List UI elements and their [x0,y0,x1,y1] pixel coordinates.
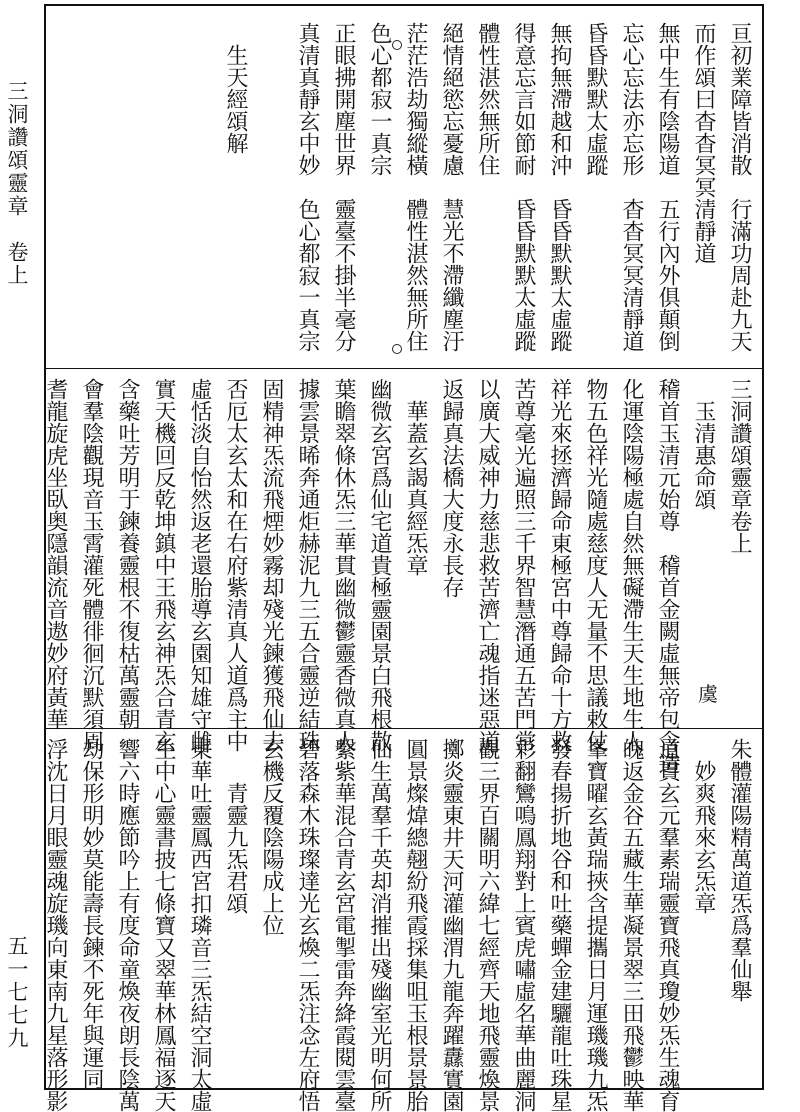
text-column: 體性湛然無所住 [475,22,500,176]
text-column: 幽微玄宮爲仙宅道貴極靈園景白飛根散 [367,378,392,752]
text-column: 而作頌曰杳杳冥冥清靜道 [691,22,716,264]
text-column: 返歸真法橋大度永長存 [439,378,464,598]
text-column: 華蓋玄謁真經炁章 [403,400,428,576]
divider-top [44,368,764,369]
text-column: 青靈九炁君頌 [223,782,248,914]
text-column: 稽首玉清元始尊 稽首金闕虛無帝包含造 [655,378,680,774]
text-column: 三洞讚頌靈章卷上 [727,378,752,554]
text-column: 碧落森木珠璨達光玄煥二炁注念左府悟 [295,738,320,1112]
panel-bottom [43,738,762,1112]
text-column: 妙爽飛來玄炁章 [691,760,716,914]
column-group-middle [43,378,754,774]
text-column: 玄機反覆陰陽成上位 [259,738,284,936]
text-column: 繫紫華混合青玄宮電掣雷奔絳霞閱雲臺 [331,738,356,1112]
text-column: 苦尊毫光遍照三千界智慧潛通五苦門常 [511,378,536,752]
column-group-top [46,22,754,362]
text-column: 固精神炁流飛煙妙霧却殘光鍊獲飛仙去 [259,378,284,752]
circle-mark [392,344,402,354]
text-column: 生中心靈書披七條寶又翠華林鳳福逐天 [151,738,176,1112]
text-column: 無拘無滯越和沖 昏昏默默太虛蹤 [547,22,572,352]
text-column: 亘初業障皆消散 行滿功周赴九天 [727,22,752,352]
text-column: 會羣陰觀現音玉霄灌死體徘徊沉默須周 [79,378,104,752]
panel-top [46,22,762,362]
text-column: 祥光來拯濟歸命東極宮中尊歸命十方救 [547,378,572,752]
text-column: 以廣大威神力慈悲救苦濟亡魂指迷惡道 [475,378,500,752]
text-column: 物五色祥光隨處慈度人无量不思議敕仗 [583,378,608,752]
text-column: 昏昏默默太虛蹤 [583,22,608,176]
text-column: 茫茫浩劫獨縱橫 體性湛然無所住 [403,22,428,352]
chapter-tag: 虞 [698,682,718,706]
text-column: 得意忘言如節耐 昏昏默默太虛蹤 [511,22,536,352]
panel-middle [43,378,762,774]
text-column: 東華吐靈鳳西宮扣璘音三炁結空洞太虛 [187,738,212,1112]
text-column: 虛恬淡自怡然返老還胎導玄園知雄守雌 [187,378,212,752]
text-column: 色心都寂一真宗 [367,22,392,176]
text-column: 劫保形明妙莫能壽長鍊不死年與運同 [79,738,104,1090]
text-column: 生天經頌解 [223,44,248,154]
circle-mark [392,40,402,50]
text-column: 忘心忘法亦忘形 杳杳冥冥清靜道 [619,22,644,352]
text-column: 彩翻鸞鳴鳳翔對上賓虎嘯虛名華曲麗洞 [511,738,536,1112]
text-column [256,22,286,362]
text-column: 無中生有陰陽道 五行內外俱顛倒 [655,22,680,352]
text-column: 響六時應節吟上有度命童煥夜朗長陰萬 [115,738,140,1112]
text-column: 道貫玄元羣素瑞靈寶飛真瓊妙炁生魂育 [655,738,680,1112]
margin-page-number: 五一七七九 [5,935,29,1050]
text-column: 耆龍旋虎坐臥奥隱韻流音遨妙府黃華 [43,378,68,730]
text-column: 發春揚折地谷和吐藥蟬金建驪龍吐珠星 [547,738,572,1112]
text-column: 據雲景晞奔通炬赫泥九三五合靈逆結珠 [295,378,320,752]
text-column: 仙生萬羣千英却消摧出殘幽室光明何所 [367,738,392,1112]
text-column: 真清真靜玄中妙 色心都寂一真宗 [295,22,320,352]
text-column: 觀三界百關明六緯七經齊天地飛靈煥景 [475,738,500,1112]
text-column: 浮沈日月眼靈魂旋璣向東南九星落形影 [43,738,68,1112]
text-column: 朱體灌陽精萬道炁爲羣仙舉 [727,738,752,1002]
text-column: 絕情絕慾忘憂慮 慧光不滯纖塵汙 [439,22,464,352]
text-column: 峯寶曜玄黃瑞挾含提攜日月運璣璣九炁 [583,738,608,1112]
text-column: 化運陰陽極處自然無礙滯生天生地生人 [619,378,644,752]
text-column: 圓景燦煒總翹紛飛霞採集咀玉根景景胎 [403,738,428,1112]
text-column: 葉瞻翠條休炁三華貫幽微鬱靈香微真人 [331,378,356,752]
text-column: 魄返金谷五藏生華凝景翠三田飛鬱映華 [619,738,644,1112]
text-column: 正眼拂開塵世界 靈臺不掛半毫分 [331,22,356,352]
margin-title: 三洞讚頌靈章 卷上 [5,80,29,287]
text-column: 含藥吐芳明于鍊養靈根不復枯萬靈朝 [115,378,140,730]
text-column: 玉清惠命頌 [691,400,716,510]
text-column: 擲炎靈東井天河灌幽渭九龍奔躍纛實園 [439,738,464,1112]
column-group-bottom [43,738,754,1112]
text-column: 否厄太玄太和在右府紫清真人道爲主中 [223,378,248,752]
text-column: 實天機回反乾坤鎮中王飛玄神炁合青玄 [151,378,176,752]
